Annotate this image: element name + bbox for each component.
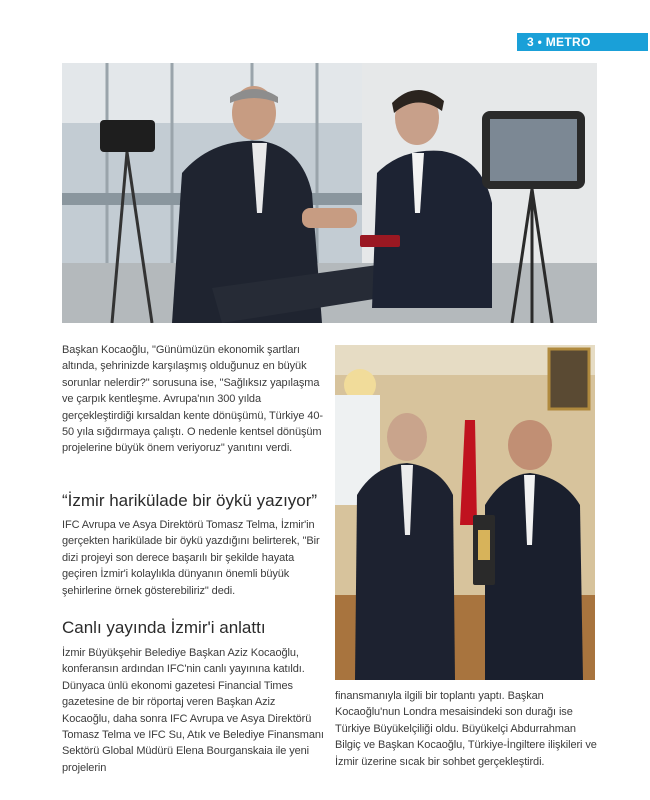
subheading-1-text: “İzmir harikülade bir öykü yazıyor” [62,491,318,510]
article-body-paragraph-3 [62,645,324,776]
article-body-paragraph-2 [62,517,324,599]
subheading-2-text: Canlı yayında İzmir'i anlattı [62,618,266,637]
section-tag: 3 • METRO [517,33,648,51]
article-body-paragraph-1 [62,342,324,457]
interview-photo [62,63,597,323]
paragraph-1-text: Başkan Kocaoğlu, "Günümüzün ekonomik şartları altında, şehrinizde karşılaşmış olduğunuz en büyük sorunlar nelerdir?" sorusuna ise, "Sağlıksız yapılaşma ve çarpık kentleşme. Avrupa'nın 300 yılda gerçekleştirdiği kırsaldan kente dönüşümü, Türkiye 40-50 yıla sığdırmaya çalıştı. O nedenle kentsel dönüşüm projelerine büyük önem veriyoruz" yanıtını verdi. [62,344,323,455]
subheading-1 [62,490,342,512]
embassy-photo [335,345,595,680]
article-body-paragraph-3-continued [335,688,600,770]
subheading-2 [62,617,342,639]
paragraph-2-text: IFC Avrupa ve Asya Direktörü Tomasz Telma, İzmir'in gerçekten harikülade bir öykü yazdığını belirterek, "Bir dizi projeyi son derece başarılı bir şekilde hayata geçiren İzmir'i kolaylıkla dünyanın önemli büyük şehirlerine örnek gösterebiliriz" dedi. [62,519,320,597]
paragraph-3-text: İzmir Büyükşehir Belediye Başkan Aziz Kocaoğlu, konferansın ardından IFC'nin canlı yayınına katıldı. Dünyaca ünlü ekonomi gazetesi Financial Times gazetesine de bir röportaj veren Başkan Aziz Kocaoğlu, daha sonra IFC Avrupa ve Asya Direktörü Tomasz Telma ve IFC Su, Atık ve Belediye Finansmanı Sektörü Global Müdürü Elena Bourganskaia ile yeni projelerin [62,647,324,774]
embassy-photo-illustration [335,345,595,680]
paragraph-3-continued-text: finansmanıyla ilgili bir toplantı yaptı. Başkan Kocaoğlu'nun Londra mesaisindeki son durağı ise Türkiye Büyükelçiliği oldu. Büyükelçi Abdurrahman Bilgiç ve Başkan Kocaoğlu, Türkiye-İngiltere ilişkileri ve İzmir üzerine sıcak bir sohbet gerçekleştirdi. [335,690,597,768]
interview-photo-illustration [62,63,597,323]
